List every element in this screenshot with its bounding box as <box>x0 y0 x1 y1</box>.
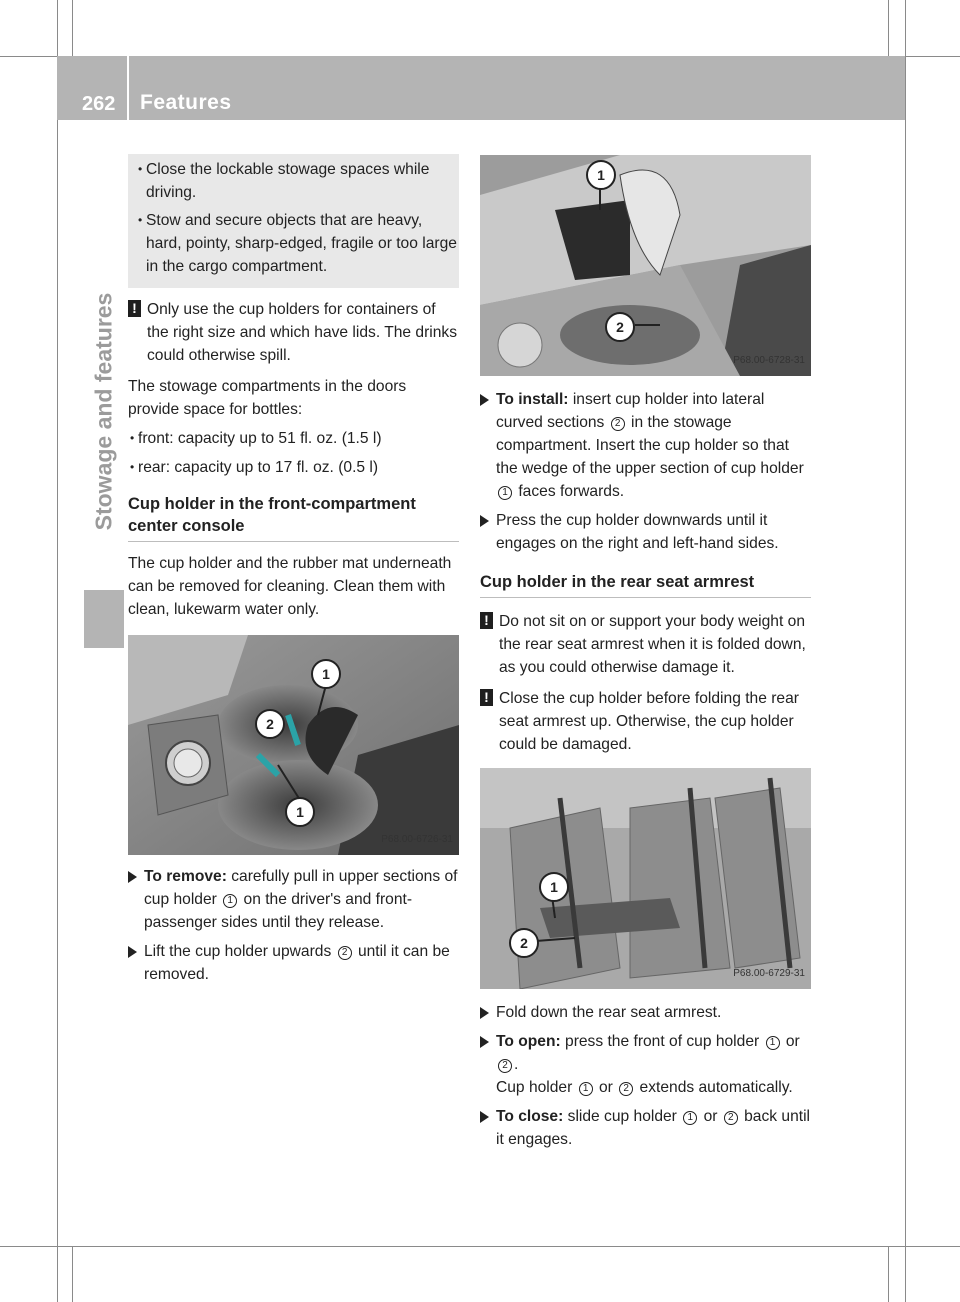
figure-reference: P68.00-6728-31 <box>733 355 805 366</box>
note <box>480 610 811 679</box>
step-text: Lift the cup holder upwards <box>144 943 332 960</box>
note-text: Do not sit on or support your body weight on the rear seat armrest when it is folded down, as you could otherwise damage it. <box>499 613 806 676</box>
step-label: To remove: <box>144 868 227 885</box>
callout-ref-1: 1 <box>766 1036 780 1050</box>
step-text: press the front of cup holder <box>565 1033 760 1050</box>
crop-mark <box>57 0 58 1302</box>
warning-icon: ! <box>128 300 141 317</box>
callout-ref-2: 2 <box>498 1059 512 1073</box>
note-text: Only use the cup holders for containers of the right size and which have lids. The drinks could otherwise spill. <box>147 301 458 364</box>
step <box>480 509 811 555</box>
step-label: To install: <box>496 391 569 408</box>
step-text: slide cup holder <box>567 1108 677 1125</box>
step-text: until it can be removed. <box>144 943 450 983</box>
figure-rear-armrest <box>480 768 811 989</box>
step <box>128 865 459 934</box>
callout-ref-2: 2 <box>724 1111 738 1125</box>
step-text: or <box>598 1079 613 1096</box>
note <box>128 298 459 367</box>
callout-ref-1: 1 <box>579 1082 593 1096</box>
warning-icon: ! <box>480 612 493 629</box>
step <box>480 1001 811 1024</box>
safety-bullet: • Stow and secure objects that are heavy, hard, pointy, sharp-edged, fragile or too large in the cargo compartment. <box>128 209 459 278</box>
step-text: or <box>785 1033 800 1050</box>
paragraph: The cup holder and the rubber mat underneath can be removed for cleaning. Clean them with clean, lukewarm water only. <box>128 555 452 618</box>
step-text: Fold down the rear seat armrest. <box>496 1004 722 1021</box>
section-heading: Cup holder in the rear seat armrest <box>480 571 811 598</box>
callout-ref-2: 2 <box>338 946 352 960</box>
step-text: Cup holder <box>496 1079 573 1096</box>
step-text: carefully pull in upper sections of cup holder <box>144 868 458 908</box>
step <box>128 940 459 986</box>
callout-2: 2 <box>509 928 539 958</box>
callout-ref-1: 1 <box>498 486 512 500</box>
figure-cup-holder-install <box>480 155 811 376</box>
step-text: Press the cup holder downwards until it engages on the right and left-hand sides. <box>496 512 779 552</box>
figure-reference: P68.00-6729-31 <box>733 968 805 979</box>
list-item: • rear: capacity up to 17 fl. oz. (0.5 l) <box>128 456 459 479</box>
step-text: faces forwards. <box>518 483 625 500</box>
crop-mark <box>888 1246 889 1302</box>
warning-icon: ! <box>480 689 493 706</box>
crop-mark <box>888 0 889 56</box>
step-text: or <box>703 1108 718 1125</box>
figure-center-console <box>128 635 459 855</box>
callout-ref-1: 1 <box>223 894 237 908</box>
step-text: insert cup holder into lateral curved sections <box>496 391 765 431</box>
list-item: • front: capacity up to 51 fl. oz. (1.5 l) <box>128 427 459 450</box>
step-text: in the stowage compartment. Insert the cup holder so that the wedge of the upper section of cup holder <box>496 414 804 477</box>
note-text: Close the cup holder before folding the rear seat armrest up. Otherwise, the cup holder could be damaged. <box>499 690 799 753</box>
step-arrow-icon <box>480 1036 489 1048</box>
callout-ref-2: 2 <box>619 1082 633 1096</box>
step-arrow-icon <box>128 871 137 883</box>
step: To open: press the front of cup holder 1 or 2 . Cup holder 1 or 2 extends automatically. <box>480 1030 811 1099</box>
paragraph: The stowage compartments in the doors provide space for bottles: <box>128 378 407 418</box>
step <box>480 388 811 503</box>
callout-ref-1: 1 <box>683 1111 697 1125</box>
page-title: Features <box>140 91 232 114</box>
step-arrow-icon <box>480 394 489 406</box>
step-text: back until it engages. <box>496 1108 811 1148</box>
section-heading: Cup holder in the front-compartment center console <box>128 493 459 542</box>
step-text: on the driver's and front-passenger sides until they release. <box>144 891 413 931</box>
figure-reference: P68.00-6726-31 <box>381 834 453 845</box>
crop-mark <box>905 0 906 1302</box>
safety-bullet: • Close the lockable stowage spaces while driving. <box>128 158 459 204</box>
side-tab-marker <box>84 590 124 648</box>
callout-2: 2 <box>255 709 285 739</box>
step-arrow-icon <box>480 1111 489 1123</box>
callout-ref-2: 2 <box>611 417 625 431</box>
left-column <box>128 154 459 986</box>
step-text: extends automatically. <box>639 1079 793 1096</box>
cup-holder-install-illustration <box>480 155 811 376</box>
crop-mark <box>72 1246 73 1302</box>
header-separator <box>127 56 129 120</box>
step-arrow-icon <box>480 515 489 527</box>
step <box>480 1105 811 1151</box>
side-tab <box>86 240 122 590</box>
callout-2: 2 <box>605 312 635 342</box>
page-number: 262 <box>82 93 116 115</box>
safety-box <box>128 154 459 288</box>
note <box>480 687 811 756</box>
callout-1: 1 <box>586 160 616 190</box>
crop-mark <box>0 1246 960 1247</box>
callout-1: 1 <box>539 872 569 902</box>
right-column <box>480 155 811 1151</box>
crop-mark <box>72 0 73 56</box>
step-arrow-icon <box>480 1007 489 1019</box>
callout-1: 1 <box>285 797 315 827</box>
side-tab-label: Stowage and features <box>90 292 117 531</box>
callout-1: 1 <box>311 659 341 689</box>
step-label: To open: <box>496 1033 561 1050</box>
step-label: To close: <box>496 1108 564 1125</box>
step-arrow-icon <box>128 946 137 958</box>
